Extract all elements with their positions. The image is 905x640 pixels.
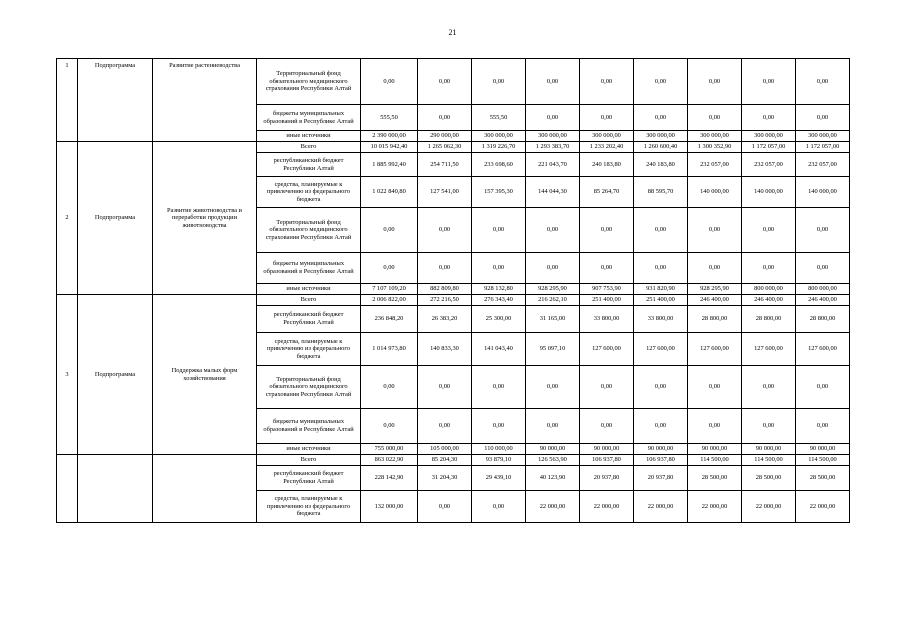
total-value: 1 885 992,40 [361, 153, 418, 177]
year-value: 106 937,80 [580, 455, 634, 466]
year-value: 0,00 [742, 253, 796, 284]
year-value: 0,00 [580, 253, 634, 284]
funding-source: бюджеты муниципальных образований в Республике Алтай [257, 409, 361, 444]
year-value: 126 563,90 [526, 455, 580, 466]
year-value: 22 000,00 [634, 491, 688, 523]
year-value: 0,00 [580, 208, 634, 253]
row-type: Подпрограмма [78, 142, 153, 295]
year-value: 0,00 [796, 208, 850, 253]
funding-source: Всего [257, 455, 361, 466]
funding-source: иные источники [257, 284, 361, 295]
year-value: 28 500,00 [796, 466, 850, 491]
total-value: 1 022 840,80 [361, 177, 418, 208]
year-value: 0,00 [634, 253, 688, 284]
year-value: 25 300,00 [472, 306, 526, 333]
year-value: 246 400,00 [796, 295, 850, 306]
year-value: 1 233 202,40 [580, 142, 634, 153]
year-value: 232 057,00 [796, 153, 850, 177]
year-value: 31 204,30 [418, 466, 472, 491]
year-value: 140 000,00 [688, 177, 742, 208]
year-value: 0,00 [418, 409, 472, 444]
year-value: 93 879,10 [472, 455, 526, 466]
total-value: 0,00 [361, 59, 418, 105]
year-value: 800 000,00 [742, 284, 796, 295]
year-value: 0,00 [472, 366, 526, 409]
total-value: 0,00 [361, 409, 418, 444]
year-value: 141 043,40 [472, 333, 526, 366]
row-number [57, 455, 78, 523]
year-value: 300 000,00 [688, 131, 742, 142]
year-value: 0,00 [418, 105, 472, 131]
year-value: 300 000,00 [472, 131, 526, 142]
year-value: 127 600,00 [634, 333, 688, 366]
funding-source: республиканский бюджет Республики Алтай [257, 153, 361, 177]
year-value: 0,00 [472, 208, 526, 253]
year-value: 233 698,60 [472, 153, 526, 177]
year-value: 0,00 [688, 409, 742, 444]
year-value: 110 000,00 [472, 444, 526, 455]
funding-source: Территориальный фонд обязательного медицинского страхования Республики Алтай [257, 59, 361, 105]
row-type [78, 455, 153, 523]
year-value: 232 057,00 [742, 153, 796, 177]
funding-source: бюджеты муниципальных образований в Республике Алтай [257, 253, 361, 284]
funding-source: Всего [257, 295, 361, 306]
year-value: 0,00 [472, 409, 526, 444]
program-name [153, 455, 257, 523]
year-value: 20 937,80 [580, 466, 634, 491]
funding-source: иные источники [257, 131, 361, 142]
year-value: 28 500,00 [742, 466, 796, 491]
year-value: 1 319 226,70 [472, 142, 526, 153]
year-value: 0,00 [742, 59, 796, 105]
year-value: 0,00 [688, 253, 742, 284]
year-value: 0,00 [796, 59, 850, 105]
year-value: 0,00 [418, 208, 472, 253]
year-value: 0,00 [796, 409, 850, 444]
table-body [57, 59, 850, 523]
year-value: 0,00 [742, 208, 796, 253]
year-value: 300 000,00 [526, 131, 580, 142]
year-value: 85 264,70 [580, 177, 634, 208]
total-value: 10 015 942,40 [361, 142, 418, 153]
year-value: 246 400,00 [742, 295, 796, 306]
year-value: 28 800,00 [742, 306, 796, 333]
year-value: 0,00 [688, 366, 742, 409]
year-value: 800 000,00 [796, 284, 850, 295]
year-value: 0,00 [742, 409, 796, 444]
year-value: 0,00 [526, 409, 580, 444]
funding-source: бюджеты муниципальных образований в Республике Алтай [257, 105, 361, 131]
year-value: 928 295,90 [526, 284, 580, 295]
year-value: 22 000,00 [796, 491, 850, 523]
year-value: 95 097,10 [526, 333, 580, 366]
year-value: 127 600,00 [796, 333, 850, 366]
year-value: 928 132,80 [472, 284, 526, 295]
year-value: 22 000,00 [526, 491, 580, 523]
table-row [57, 455, 850, 466]
year-value: 127 600,00 [742, 333, 796, 366]
total-value: 236 848,20 [361, 306, 418, 333]
year-value: 157 395,30 [472, 177, 526, 208]
year-value: 931 820,90 [634, 284, 688, 295]
year-value: 20 937,80 [634, 466, 688, 491]
year-value: 90 000,00 [634, 444, 688, 455]
year-value: 0,00 [796, 253, 850, 284]
year-value: 1 172 057,00 [796, 142, 850, 153]
funding-source: средства, планируемые к привлечению из федерального бюджета [257, 333, 361, 366]
row-type: Подпрограмма [78, 59, 153, 142]
year-value: 0,00 [634, 59, 688, 105]
total-value: 228 142,90 [361, 466, 418, 491]
row-type: Подпрограмма [78, 295, 153, 455]
year-value: 0,00 [418, 253, 472, 284]
year-value: 28 800,00 [796, 306, 850, 333]
program-name: Развитие растениеводства [153, 59, 257, 142]
year-value: 140 833,30 [418, 333, 472, 366]
year-value: 127 541,00 [418, 177, 472, 208]
year-value: 90 000,00 [796, 444, 850, 455]
year-value: 0,00 [634, 366, 688, 409]
total-value: 0,00 [361, 208, 418, 253]
year-value: 0,00 [472, 59, 526, 105]
year-value: 140 000,00 [742, 177, 796, 208]
year-value: 127 600,00 [580, 333, 634, 366]
year-value: 240 183,80 [634, 153, 688, 177]
funding-source: Всего [257, 142, 361, 153]
year-value: 251 400,00 [580, 295, 634, 306]
year-value: 33 800,00 [580, 306, 634, 333]
year-value: 1 300 352,90 [688, 142, 742, 153]
year-value: 26 383,20 [418, 306, 472, 333]
year-value: 0,00 [472, 253, 526, 284]
year-value: 140 000,00 [796, 177, 850, 208]
year-value: 90 000,00 [580, 444, 634, 455]
year-value: 0,00 [580, 59, 634, 105]
year-value: 90 000,00 [688, 444, 742, 455]
year-value: 1 293 383,70 [526, 142, 580, 153]
year-value: 232 057,00 [688, 153, 742, 177]
year-value: 0,00 [580, 105, 634, 131]
table-row [57, 142, 850, 153]
row-number: 1 [57, 59, 78, 142]
year-value: 127 600,00 [688, 333, 742, 366]
year-value: 85 204,30 [418, 455, 472, 466]
funding-source: Территориальный фонд обязательного медицинского страхования Республики Алтай [257, 366, 361, 409]
year-value: 216 262,10 [526, 295, 580, 306]
total-value: 555,50 [361, 105, 418, 131]
year-value: 0,00 [418, 491, 472, 523]
total-value: 863 022,90 [361, 455, 418, 466]
year-value: 0,00 [742, 105, 796, 131]
year-value: 114 500,00 [688, 455, 742, 466]
year-value: 40 123,90 [526, 466, 580, 491]
funding-source: республиканский бюджет Республики Алтай [257, 306, 361, 333]
year-value: 0,00 [688, 105, 742, 131]
year-value: 31 165,00 [526, 306, 580, 333]
page-number: 21 [448, 28, 457, 37]
table-row [57, 59, 850, 105]
year-value: 555,50 [472, 105, 526, 131]
year-value: 90 000,00 [742, 444, 796, 455]
year-value: 0,00 [526, 366, 580, 409]
year-value: 114 500,00 [742, 455, 796, 466]
program-name: Поддержка малых форм хозяйствования [153, 295, 257, 455]
total-value: 0,00 [361, 366, 418, 409]
year-value: 1 265 062,30 [418, 142, 472, 153]
row-number: 2 [57, 142, 78, 295]
year-value: 22 000,00 [742, 491, 796, 523]
year-value: 144 044,30 [526, 177, 580, 208]
year-value: 105 000,00 [418, 444, 472, 455]
year-value: 29 439,10 [472, 466, 526, 491]
year-value: 0,00 [580, 366, 634, 409]
funding-source: Территориальный фонд обязательного медицинского страхования Республики Алтай [257, 208, 361, 253]
financing-table [56, 58, 850, 523]
total-value: 0,00 [361, 253, 418, 284]
total-value: 755 000,00 [361, 444, 418, 455]
year-value: 254 711,50 [418, 153, 472, 177]
total-value: 7 107 109,20 [361, 284, 418, 295]
year-value: 290 000,00 [418, 131, 472, 142]
year-value: 0,00 [418, 366, 472, 409]
total-value: 2 006 822,00 [361, 295, 418, 306]
year-value: 300 000,00 [742, 131, 796, 142]
year-value: 0,00 [796, 105, 850, 131]
funding-source: иные источники [257, 444, 361, 455]
year-value: 0,00 [526, 208, 580, 253]
total-value: 132 000,00 [361, 491, 418, 523]
table-row [57, 295, 850, 306]
year-value: 0,00 [526, 59, 580, 105]
year-value: 1 260 600,40 [634, 142, 688, 153]
year-value: 0,00 [418, 59, 472, 105]
year-value: 221 043,70 [526, 153, 580, 177]
year-value: 28 500,00 [688, 466, 742, 491]
year-value: 300 000,00 [796, 131, 850, 142]
year-value: 240 183,80 [580, 153, 634, 177]
year-value: 246 400,00 [688, 295, 742, 306]
year-value: 928 295,90 [688, 284, 742, 295]
year-value: 0,00 [688, 59, 742, 105]
row-number: 3 [57, 295, 78, 455]
year-value: 0,00 [634, 105, 688, 131]
year-value: 272 216,50 [418, 295, 472, 306]
year-value: 106 937,80 [634, 455, 688, 466]
year-value: 0,00 [742, 366, 796, 409]
total-value: 2 390 000,00 [361, 131, 418, 142]
year-value: 300 000,00 [634, 131, 688, 142]
total-value: 1 014 973,80 [361, 333, 418, 366]
year-value: 33 800,00 [634, 306, 688, 333]
program-name: Развитие животноводства и переработки продукции животноводства [153, 142, 257, 295]
year-value: 0,00 [688, 208, 742, 253]
year-value: 0,00 [580, 409, 634, 444]
year-value: 0,00 [472, 491, 526, 523]
year-value: 90 000,00 [526, 444, 580, 455]
year-value: 276 343,40 [472, 295, 526, 306]
year-value: 22 000,00 [688, 491, 742, 523]
year-value: 300 000,00 [580, 131, 634, 142]
funding-source: республиканский бюджет Республики Алтай [257, 466, 361, 491]
funding-source: средства, планируемые к привлечению из федерального бюджета [257, 491, 361, 523]
year-value: 0,00 [526, 105, 580, 131]
year-value: 0,00 [634, 208, 688, 253]
year-value: 28 800,00 [688, 306, 742, 333]
year-value: 1 172 057,00 [742, 142, 796, 153]
year-value: 114 500,00 [796, 455, 850, 466]
year-value: 0,00 [526, 253, 580, 284]
year-value: 882 809,80 [418, 284, 472, 295]
year-value: 88 595,70 [634, 177, 688, 208]
year-value: 251 400,00 [634, 295, 688, 306]
funding-source: средства, планируемые к привлечению из федерального бюджета [257, 177, 361, 208]
year-value: 0,00 [634, 409, 688, 444]
year-value: 0,00 [796, 366, 850, 409]
year-value: 22 000,00 [580, 491, 634, 523]
year-value: 907 753,90 [580, 284, 634, 295]
